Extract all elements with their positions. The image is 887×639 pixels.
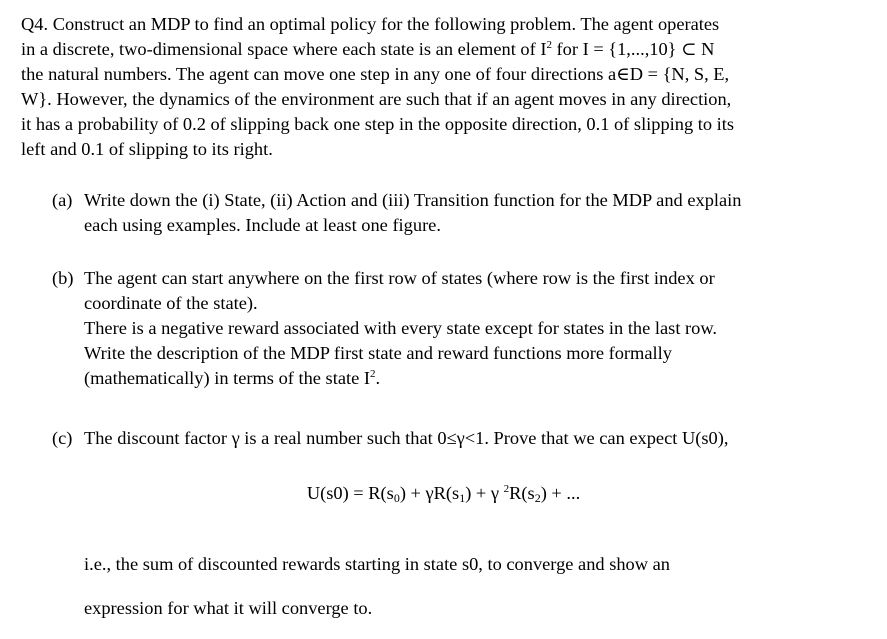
part-a-line-1: Write down the (i) State, (ii) Action and (iii) Transition function for the MDP and explain xyxy=(84,190,742,210)
question-number: Q4. xyxy=(21,14,49,34)
part-c xyxy=(52,426,867,451)
intro-line-5: it has a probability of 0.2 of slipping back one step in the opposite direction, 0.1 of slipping to its xyxy=(21,114,735,134)
part-c-continued xyxy=(84,534,864,639)
part-c-line-3: expression for what it will converge to. xyxy=(84,597,373,618)
part-a-line-2: each using examples. Include at least one figure. xyxy=(84,215,441,235)
part-b-line-3: There is a negative reward associated with every state except for states in the last row. xyxy=(84,318,718,338)
part-b xyxy=(52,266,867,391)
part-c-label: (c) xyxy=(52,428,73,448)
part-a xyxy=(52,188,867,238)
utility-equation: $U(s0) = R(s_0) + \gamma R(s_1) + \gamma$ $^2R(s_2)$ + ... xyxy=(306,483,581,505)
part-b-line-1: The agent can start anywhere on the first row of states (where row is the first index or xyxy=(84,268,715,288)
part-b-label: (b) xyxy=(52,268,74,288)
intro-line-2: in a discrete, two-dimensional space where each state is an element of $I^2$ for I = {1,...,10} ⊂ N xyxy=(21,39,715,59)
intro-line-6: left and 0.1 of slipping to its right. xyxy=(21,139,273,159)
part-b-line-4: Write the description of the MDP first state and reward functions more formally xyxy=(84,343,672,363)
intro-line-4: W}. However, the dynamics of the environment are such that if an agent moves in any direction, xyxy=(21,89,732,109)
intro-line-1: Q4. Construct an MDP to find an optimal policy for the following problem. The agent operates xyxy=(21,14,720,34)
intro-line-3: the natural numbers. The agent can move one step in any one of four directions a∈D = {N, S, E, xyxy=(21,64,730,84)
question-intro xyxy=(21,12,861,162)
part-a-label: (a) xyxy=(52,190,73,210)
part-c-line-2: i.e., the sum of discounted rewards starting in state s0, to converge and show an xyxy=(84,554,670,575)
part-b-line-5: (mathematically) in terms of the state $I^2$. xyxy=(84,368,381,388)
part-b-line-2: coordinate of the state). xyxy=(84,293,258,313)
part-c-line-1: The discount factor γ is a real number such that 0≤γ<1. Prove that we can expect U(s0), xyxy=(84,428,729,448)
